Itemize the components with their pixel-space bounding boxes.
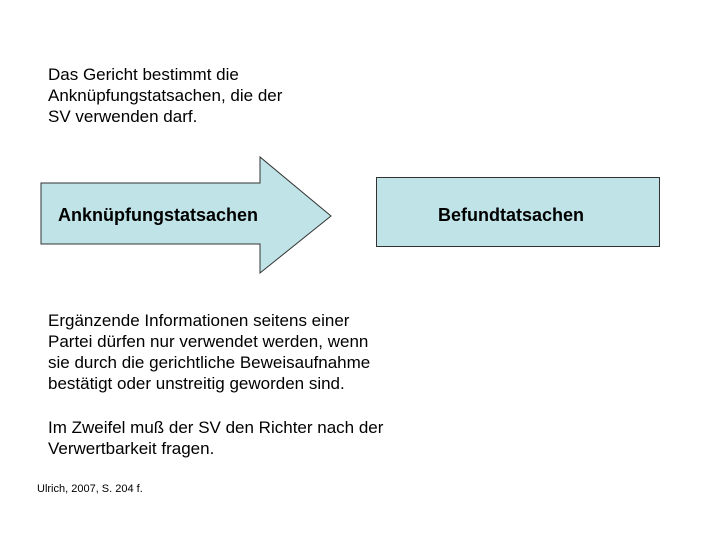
result-box-label: Befundtatsachen [438,205,585,225]
intro-text: Das Gericht bestimmt die Anknüpfungstatsachen, die der SV verwenden darf. [48,65,283,126]
citation: Ulrich, 2007, S. 204 f. [37,483,143,495]
note-supplementary-info: Ergänzende Informationen seitens einer Partei dürfen nur verwendet werden, wenn sie durch die gerichtliche Beweisaufnahme bestätigt oder unstreitig geworden sind. [48,311,371,393]
note-doubt: Im Zweifel muß der SV den Richter nach der Verwertbarkeit fragen. [48,418,384,458]
arrow-label: Anknüpfungstatsachen [58,205,259,225]
